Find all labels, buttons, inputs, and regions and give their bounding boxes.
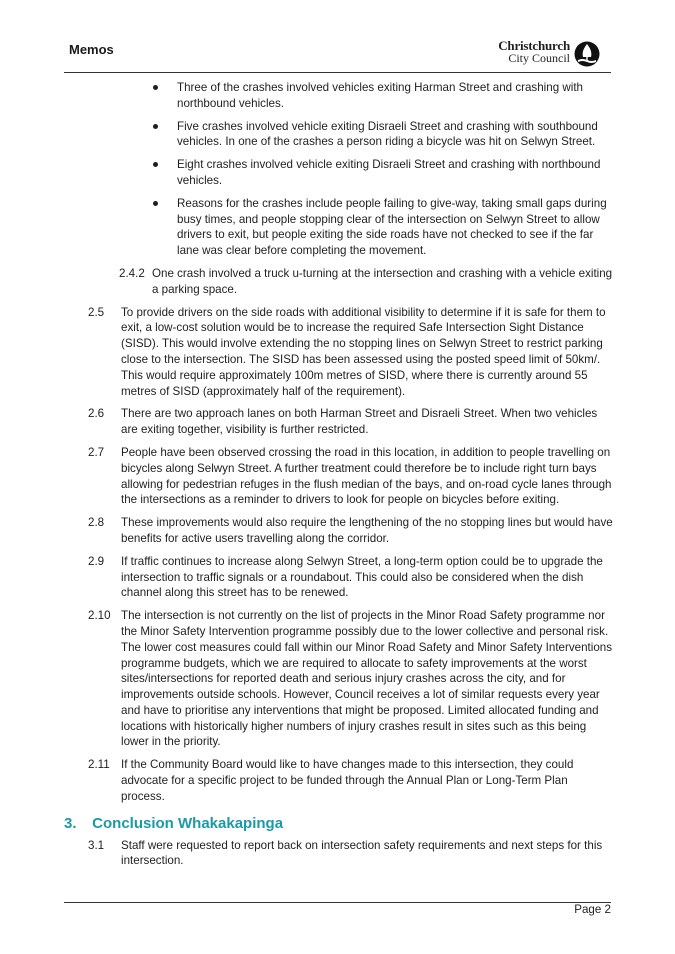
bullet-text: Three of the crashes involved vehicles exiting Harman Street and crashing with northbound vehicles. [177, 81, 583, 110]
logo-text [498, 40, 570, 64]
paragraph-2-6 [88, 406, 613, 438]
paragraph-number: 2.4.2 [119, 266, 145, 280]
header-divider [64, 72, 611, 73]
bullet-item [177, 157, 615, 189]
paragraph-text: The intersection is not currently on the list of projects in the Minor Road Safety programme nor the Minor Safety Intervention programme possibly due to the lower collective and personal risk. The lower cost measures could fall within our Minor Road Safety and Minor Safety Interventions programme budgets, which we are required to allocate to safety improvements at the worst sites/intersections for reported death and serious injury crashes across the city, and for improvements outside schools. However, Council receives a lot of similar requests every year and have to prioritise any interventions that might be proposed. Limited allocated funding and locations with historically higher numbers of injury crashes result in sites such as this being lower in the priority. [121, 609, 613, 749]
page-number: Page 2 [574, 903, 611, 916]
section-title: Conclusion Whakakapinga [92, 814, 284, 832]
logo-line1: Christchurch [498, 38, 570, 53]
bullet-item [177, 80, 615, 112]
bullet-marker [153, 201, 158, 206]
paragraph-text: These improvements would also require the lengthening of the no stopping lines but would have benefits for active users travelling along the corridor. [121, 516, 613, 545]
paragraph-2-10 [88, 608, 613, 750]
section-number: 3. [64, 814, 77, 832]
paragraph-number: 2.6 [88, 407, 105, 421]
paragraph-number: 2.5 [88, 305, 105, 319]
paragraph-2-7 [88, 445, 613, 508]
bullet-item [177, 196, 615, 259]
paragraph-2-4-2 [119, 266, 614, 298]
paragraph-3-1 [88, 838, 613, 870]
paragraph-number: 2.7 [88, 445, 105, 459]
bullet-text: Five crashes involved vehicle exiting Disraeli Street and crashing with southbound vehicles. In one of the crashes a person riding a bicycle was hit on Selwyn Street. [177, 119, 598, 149]
bullet-text: Reasons for the crashes include people failing to give-way, taking small gaps during busy times, and people stopping clear of the intersection on Selwyn Street to allow drivers to exit, but people exiting the side roads have not checked to see if the far lane was clear before completing the movement. [177, 196, 607, 258]
paragraph-text: People have been observed crossing the road in this location, in addition to people travelling on bicycles along Selwyn Street. A further treatment could therefore be to include right turn bays allowing for pedestrian refuges in the flush median of the bays, and on-road cycle lanes through the intersections as a reminder to drivers to look for people on bicycles before exiting. [121, 445, 612, 507]
header-title: Memos [69, 42, 114, 57]
paragraph-text: One crash involved a truck u-turning at the intersection and crashing with a vehicle exiting a parking space. [152, 266, 613, 296]
paragraph-number: 2.11 [88, 758, 110, 772]
paragraph-number: 2.9 [88, 554, 105, 568]
paragraph-2-8 [88, 515, 613, 547]
paragraph-2-9 [88, 554, 613, 601]
paragraph-text: There are two approach lanes on both Harman Street and Disraeli Street. When two vehicles are exiting together, visibility is further restricted. [121, 407, 598, 437]
paragraph-number: 2.10 [88, 609, 111, 623]
paragraph-text: If the Community Board would like to have changes made to this intersection, they could advocate for a specific project to be funded through the Annual Plan or Long-Term Plan process. [121, 758, 574, 803]
bullet-item [177, 119, 615, 151]
memo-body [0, 80, 675, 876]
paragraph-2-11 [88, 757, 613, 804]
council-logo [496, 40, 602, 70]
bullet-text: Eight crashes involved vehicle exiting Disraeli Street and crashing with northbound vehicles. [177, 158, 601, 187]
paragraph-text: To provide drivers on the side roads with additional visibility to determine if it is safe for them to exit, a low-cost solution would be to increase the required Safe Intersection Sight Distance (SISD). This would involve extending the no stopping lines on Selwyn Street to restrict parking close to the intersection. The SISD has been assessed using the posted speed limit of 50km/. This would require approximately 100m metres of SISD, where there is currently around 55 metres of SISD (approximately half of the requirement). [121, 305, 606, 398]
paragraph-number: 2.8 [88, 516, 105, 530]
bullet-marker [153, 124, 158, 129]
logo-line2: City Council [508, 51, 570, 65]
footer-divider [64, 902, 611, 903]
crash-bullet-list [0, 80, 675, 259]
paragraph-number: 3.1 [88, 838, 105, 852]
paragraph-2-5 [88, 305, 613, 400]
paragraph-text: If traffic continues to increase along Selwyn Street, a long-term option could be to upgrade the intersection to traffic signals or a roundabout. This could also be considered when the dish channel along this street has to be renewed. [121, 554, 603, 600]
bullet-marker [153, 85, 158, 90]
council-emblem-icon [574, 41, 600, 67]
section-heading-conclusion [64, 814, 675, 834]
bullet-marker [153, 162, 158, 167]
paragraph-text: Staff were requested to report back on intersection safety requirements and next steps for this intersection. [121, 838, 603, 868]
